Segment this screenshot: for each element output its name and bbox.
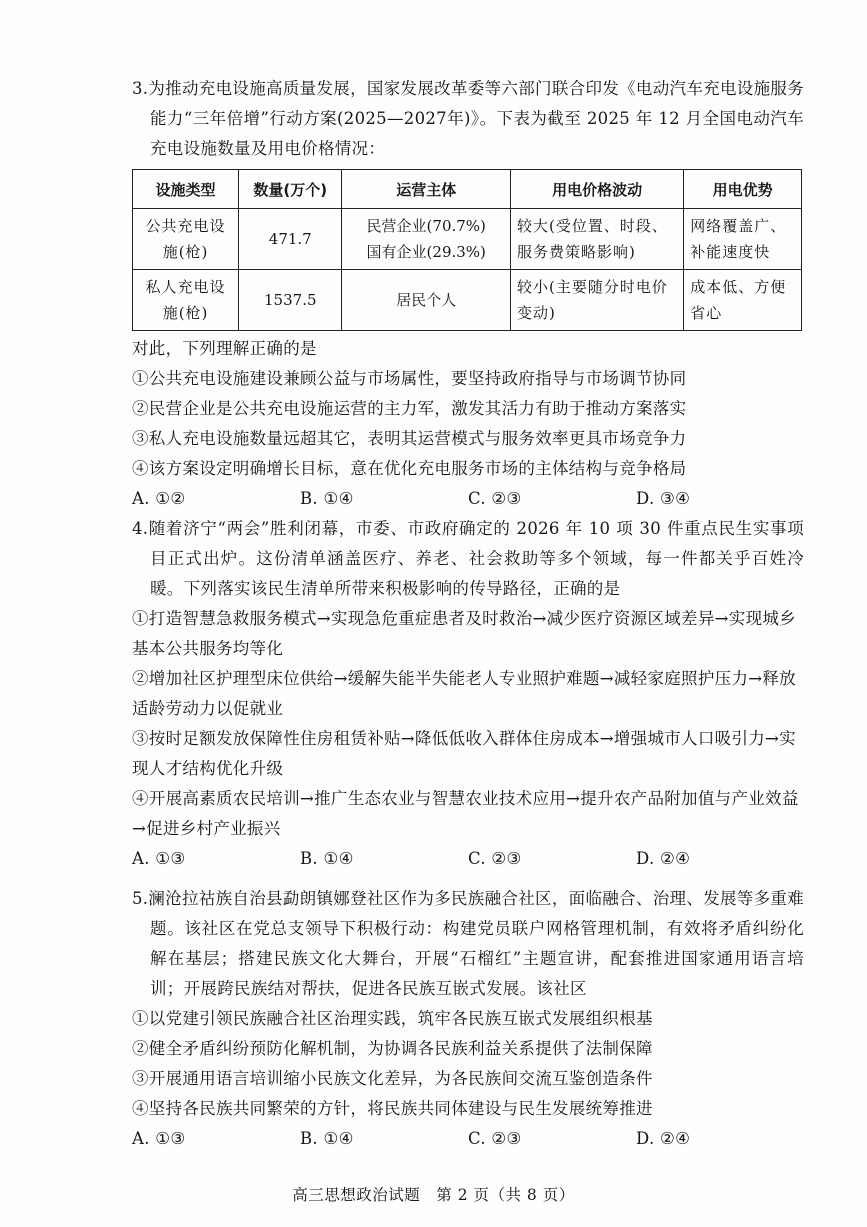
question-5-item: ①以党建引领民族融合社区治理实践，筑牢各民族互嵌式发展组织根基 bbox=[132, 1009, 653, 1028]
question-5-options bbox=[132, 1124, 804, 1154]
option-a[interactable]: A. ①③ bbox=[132, 849, 186, 868]
table-cell-price: 较小(主要随分时电价变动) bbox=[511, 270, 684, 331]
question-5-item: ②健全矛盾纠纷预防化解机制，为协调各民族利益关系提供了法制保障 bbox=[132, 1039, 653, 1058]
table-header-advantage: 用电优势 bbox=[684, 170, 802, 209]
question-3-item: ②民营企业是公共充电设施运营的主力军，激发其活力有助于推动方案落实 bbox=[132, 399, 687, 418]
page-footer: 高三思想政治试题 第 2 页（共 8 页） bbox=[292, 1186, 575, 1204]
option-c[interactable]: C. ②③ bbox=[468, 1129, 522, 1148]
table-cell-operator: 居民个人 bbox=[342, 270, 511, 331]
option-b[interactable]: B. ①④ bbox=[300, 489, 354, 508]
option-d[interactable]: D. ③④ bbox=[636, 489, 691, 508]
table-header-count: 数量(万个) bbox=[239, 170, 342, 209]
table-cell-type: 公共充电设施(枪) bbox=[133, 209, 239, 270]
charging-facility-table bbox=[132, 169, 802, 331]
question-3-options bbox=[132, 484, 804, 514]
question-5-item: ④坚持各民族共同繁荣的方针，将民族共同体建设与民生发展统筹推进 bbox=[132, 1099, 653, 1118]
table-header-row bbox=[133, 170, 802, 209]
question-4-item: ③按时足额发放保障性住房租赁补贴→降低低收入群体住房成本→增强城市人口吸引力→实现人才结构优化升级 bbox=[132, 729, 796, 778]
option-b[interactable]: B. ①④ bbox=[300, 849, 354, 868]
question-4-item: ①打造智慧急救服务模式→实现急危重症患者及时救治→减少医疗资源区域差异→实现城乡基本公共服务均等化 bbox=[132, 609, 796, 658]
question-5-item: ③开展通用语言培训缩小民族文化差异，为各民族间交流互鉴创造条件 bbox=[132, 1069, 653, 1088]
option-b[interactable]: B. ①④ bbox=[300, 1129, 354, 1148]
question-4-item: ④开展高素质农民培训→推广生态农业与智慧农业技术应用→提升农产品附加值与产业效益→促进乡村产业振兴 bbox=[132, 789, 799, 838]
question-3-item: ①公共充电设施建设兼顾公益与市场属性，要坚持政府指导与市场调节协同 bbox=[132, 369, 687, 388]
question-3-item: ③私人充电设施数量远超其它，表明其运营模式与服务效率更具市场竞争力 bbox=[132, 429, 687, 448]
table-cell-advantage: 成本低、方便省心 bbox=[684, 270, 802, 331]
question-3 bbox=[132, 74, 804, 164]
table-cell-advantage: 网络覆盖广、补能速度快 bbox=[684, 209, 802, 270]
question-3-body bbox=[132, 334, 804, 514]
question-4-stem: 4.随着济宁“两会”胜利闭幕，市委、市政府确定的 2026 年 10 项 30 件重点民生实事项目正式出炉。这份清单涵盖医疗、养老、社会救助等多个领域，每一件都关乎百姓冷暖。下列落实该民生清单所带来积极影响的传导路径，正确的是 bbox=[132, 519, 804, 598]
table-cell-price: 较大(受位置、时段、服务费策略影响) bbox=[511, 209, 684, 270]
option-a[interactable]: A. ①③ bbox=[132, 1129, 186, 1148]
question-5-stem: 5.澜沧拉祜族自治县勐朗镇娜登社区作为多民族融合社区，面临融合、治理、发展等多重难题。该社区在党总支领导下积极行动：构建党员联户网格管理机制，有效将矛盾纠纷化解在基层；搭建民族文化大舞台，开展“石榴红”主题宣讲，配套推进国家通用语言培训；开展跨民族结对帮扶，促进各民族互嵌式发展。该社区 bbox=[132, 889, 804, 998]
table-header-price: 用电价格波动 bbox=[511, 170, 684, 209]
question-4-options bbox=[132, 844, 804, 874]
table-header-type: 设施类型 bbox=[133, 170, 239, 209]
option-c[interactable]: C. ②③ bbox=[468, 849, 522, 868]
question-4 bbox=[132, 514, 804, 874]
question-3-item: ④该方案设定明确增长目标，意在优化充电服务市场的主体结构与竞争格局 bbox=[132, 459, 687, 478]
table-row bbox=[133, 270, 802, 331]
question-5 bbox=[132, 884, 804, 1154]
table-header-operator: 运营主体 bbox=[342, 170, 511, 209]
question-3-prompt: 对此，下列理解正确的是 bbox=[132, 339, 317, 358]
option-d[interactable]: D. ②④ bbox=[636, 849, 691, 868]
table-row bbox=[133, 209, 802, 270]
option-a[interactable]: A. ①② bbox=[132, 489, 186, 508]
option-c[interactable]: C. ②③ bbox=[468, 489, 522, 508]
option-d[interactable]: D. ②④ bbox=[636, 1129, 691, 1148]
operator-private: 民营企业(70.7%) bbox=[366, 217, 486, 235]
question-4-item: ②增加社区护理型床位供给→缓解失能半失能老人专业照护难题→减轻家庭照护压力→释放适龄劳动力以促就业 bbox=[132, 669, 796, 718]
table-cell-count: 471.7 bbox=[239, 209, 342, 270]
table-cell-operator bbox=[342, 209, 511, 270]
operator-state: 国有企业(29.3%) bbox=[366, 243, 486, 261]
table-cell-type: 私人充电设施(枪) bbox=[133, 270, 239, 331]
question-3-stem: 3.为推动充电设施高质量发展，国家发展改革委等六部门联合印发《电动汽车充电设施服务能力“三年倍增”行动方案(2025—2027年)》。下表为截至 2025 年 12 月全国电动汽车充电设施数量及用电价格情况： bbox=[132, 79, 804, 158]
table-cell-count: 1537.5 bbox=[239, 270, 342, 331]
